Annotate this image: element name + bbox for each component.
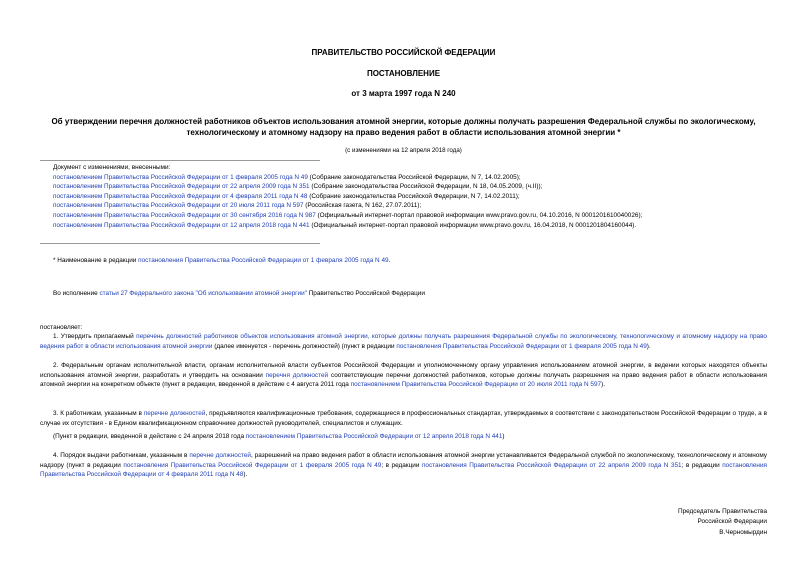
amendment-link[interactable]: постановлением Правительства Российской Федерации от 22 апреля 2009 года N 351 [53, 183, 310, 191]
resolution-link[interactable]: постановления Правительства Российской Федерации от 1 февраля 2005 года N 49 [123, 461, 382, 469]
divider-bottom [40, 243, 320, 244]
footnote: * Наименование в редакции постановления Правительства Российской Федерации от 1 февраля 2005 года N 49. [53, 257, 391, 264]
intro-paragraph: Во исполнение статьи 27 Федерального закона "Об использовании атомной энергии" Правительство Российской Федерации [53, 290, 425, 297]
position-list-link[interactable]: перечне должностей [143, 410, 206, 417]
amendment-link[interactable]: постановлением Правительства Российской Федерации от 30 сентября 2016 года N 987 [53, 212, 316, 220]
amendment-link[interactable]: постановлением Правительства Российской Федерации от 4 февраля 2011 года N 48 [53, 192, 308, 200]
list-item: постановлением Правительства Российской Федерации от 20 июля 2011 года N 597 (Российская газета, N 162, 27.07.2011); [53, 202, 422, 210]
government-heading: ПРАВИТЕЛЬСТВО РОССИЙСКОЙ ФЕДЕРАЦИИ [311, 48, 496, 57]
paragraph-1: 1. Утвердить прилагаемый перечень должностей работников объектов использования атомной энергии, которые должны получать разрешения Федеральной службы по экологическому, технологическому и атомному надзору на право ведения работ в области использования атомной энергии (далее именуется - перечень должностей) (пункт в редакции постановления Правительства Российской Федерации от 1 февраля 2005 года N 49). [40, 333, 767, 350]
signer-name: В.Черномырдин [719, 528, 767, 536]
amendment-list [53, 163, 783, 230]
list-item: постановлением Правительства Российской Федерации от 22 апреля 2009 года N 351 (Собрание законодательства Российской Федерации, N 18, 04.05.2009, (ч.II)); [53, 183, 543, 191]
amendment-note: (с изменениями на 12 апреля 2018 года) [345, 147, 462, 154]
list-item: постановлением Правительства Российской Федерации от 4 февраля 2011 года N 48 (Собрание законодательства Российской Федерации, N 7, 14.02.2011); [53, 192, 520, 200]
decree-word: постановляет: [40, 324, 83, 331]
paragraph-3: 3. К работникам, указанным в перечне должностей, предъявляются квалификационные требования, содержащиеся в профессиональных стандартах, утверждаемых в соответствии с законодательством Российской Федерации о труде, а в случае их отсутствия - в Едином квалификационном справочнике должностей руководителей, специалистов и служащих. [40, 410, 767, 427]
document-type: ПОСТАНОВЛЕНИЕ [366, 69, 441, 78]
resolution-link[interactable]: постановлением Правительства Российской Федерации от 12 апреля 2018 года N 441 [245, 433, 503, 440]
paragraph-4: 4. Порядок выдачи работникам, указанным в перечне должностей, разрешений на право ведения работ в области использования атомной энергии устанавливается Федеральной службой по экологическому, технологическому и атомному надзору (пункт в редакции постановления Правительства Российской Федерации от 1 февраля 2005 года N 49; в редакции постановления Правительства Российской Федерации от 22 апреля 2009 года N 351; в редакции постановления Правительства Российской Федерации от 4 февраля 2011 года N 48). [40, 452, 767, 479]
resolution-link[interactable]: постановления Правительства Российской Федерации от 4 февраля 2011 года N 48 [40, 461, 767, 479]
amendment-link[interactable]: постановлением Правительства Российской Федерации от 12 апреля 2018 года N 441 [53, 221, 310, 229]
resolution-link[interactable]: постановления Правительства Российской Федерации от 22 апреля 2009 года N 351 [421, 461, 682, 469]
resolution-link[interactable]: постановлением Правительства Российской Федерации от 20 июля 2011 года N 597 [350, 381, 602, 389]
paragraph-3-note: (Пункт в редакции, введенной в действие с 24 апреля 2018 года постановлением Правительства Российской Федерации от 12 апреля 2018 года N 441) [53, 433, 505, 440]
amendment-link[interactable]: постановлением Правительства Российской Федерации от 20 июля 2011 года N 597 [53, 202, 304, 210]
resolution-link[interactable]: постановления Правительства Российской Федерации от 1 февраля 2005 года N 49 [396, 342, 647, 350]
signer-title: Председатель Правительства [678, 508, 767, 515]
position-list-link[interactable]: перечне должностей [189, 452, 251, 459]
amendment-heading: Документ с изменениями, внесенными: [53, 164, 171, 171]
amendment-link[interactable]: постановлением Правительства Российской Федерации от 1 февраля 2005 года N 49 [53, 173, 308, 181]
document-date: от 3 марта 1997 года N 240 [351, 89, 456, 98]
document-title: Об утверждении перечня должностей работников объектов использования атомной энергии, которые должны получать разрешения Федеральной службы по экологическому, технологическому и атомному надзору на право ведения работ в области использования атомной энергии * [51, 117, 756, 138]
list-item: постановлением Правительства Российской Федерации от 12 апреля 2018 года N 441 (Официальный интернет-портал правовой информации www.pravo.gov.ru, 16.04.2018, N 0001201804160044). [53, 221, 637, 229]
list-item: постановлением Правительства Российской Федерации от 1 февраля 2005 года N 49 (Собрание законодательства Российской Федерации, N 7, 14.02.2005); [53, 173, 521, 181]
position-list-link[interactable]: перечень должностей работников объектов использования атомной энергии, которые должны получать разрешения Федеральной службы по экологическому, технологическому и атомному надзору на право ведения работ в области использования атомной энергии [40, 333, 767, 350]
footnote-link[interactable]: постановления Правительства Российской Федерации от 1 февраля 2005 года N 49 [138, 257, 389, 264]
signer-organization: Российской Федерации [697, 518, 767, 526]
list-item: постановлением Правительства Российской Федерации от 30 сентября 2016 года N 987 (Официальный интернет-портал правовой информации www.pravo.gov.ru, 04.10.2016, N 0001201610040026); [53, 212, 643, 220]
law-article-link[interactable]: статьи 27 Федерального закона "Об использовании атомной энергии" [99, 290, 307, 297]
divider-top [40, 160, 320, 161]
paragraph-2: 2. Федеральным органам исполнительной власти, органам исполнительной власти субъектов Российской Федерации и уполномоченному органу управления использованием атомной энергии, в ведении которых находятся объекты использования атомной энергии, разработать и утвердить на основании перечня должностей соответствующие перечни должностей работников, которые должны получать разрешения на право ведения работ в области использования атомной энергии на конкретном объекте (пункт в редакции, введенной в действие с 4 августа 2011 года постановлением Правительства Российской Федерации от 20 июля 2011 года N 597). [40, 362, 767, 389]
position-list-link[interactable]: перечня должностей [265, 371, 329, 379]
signature-block [600, 507, 767, 538]
